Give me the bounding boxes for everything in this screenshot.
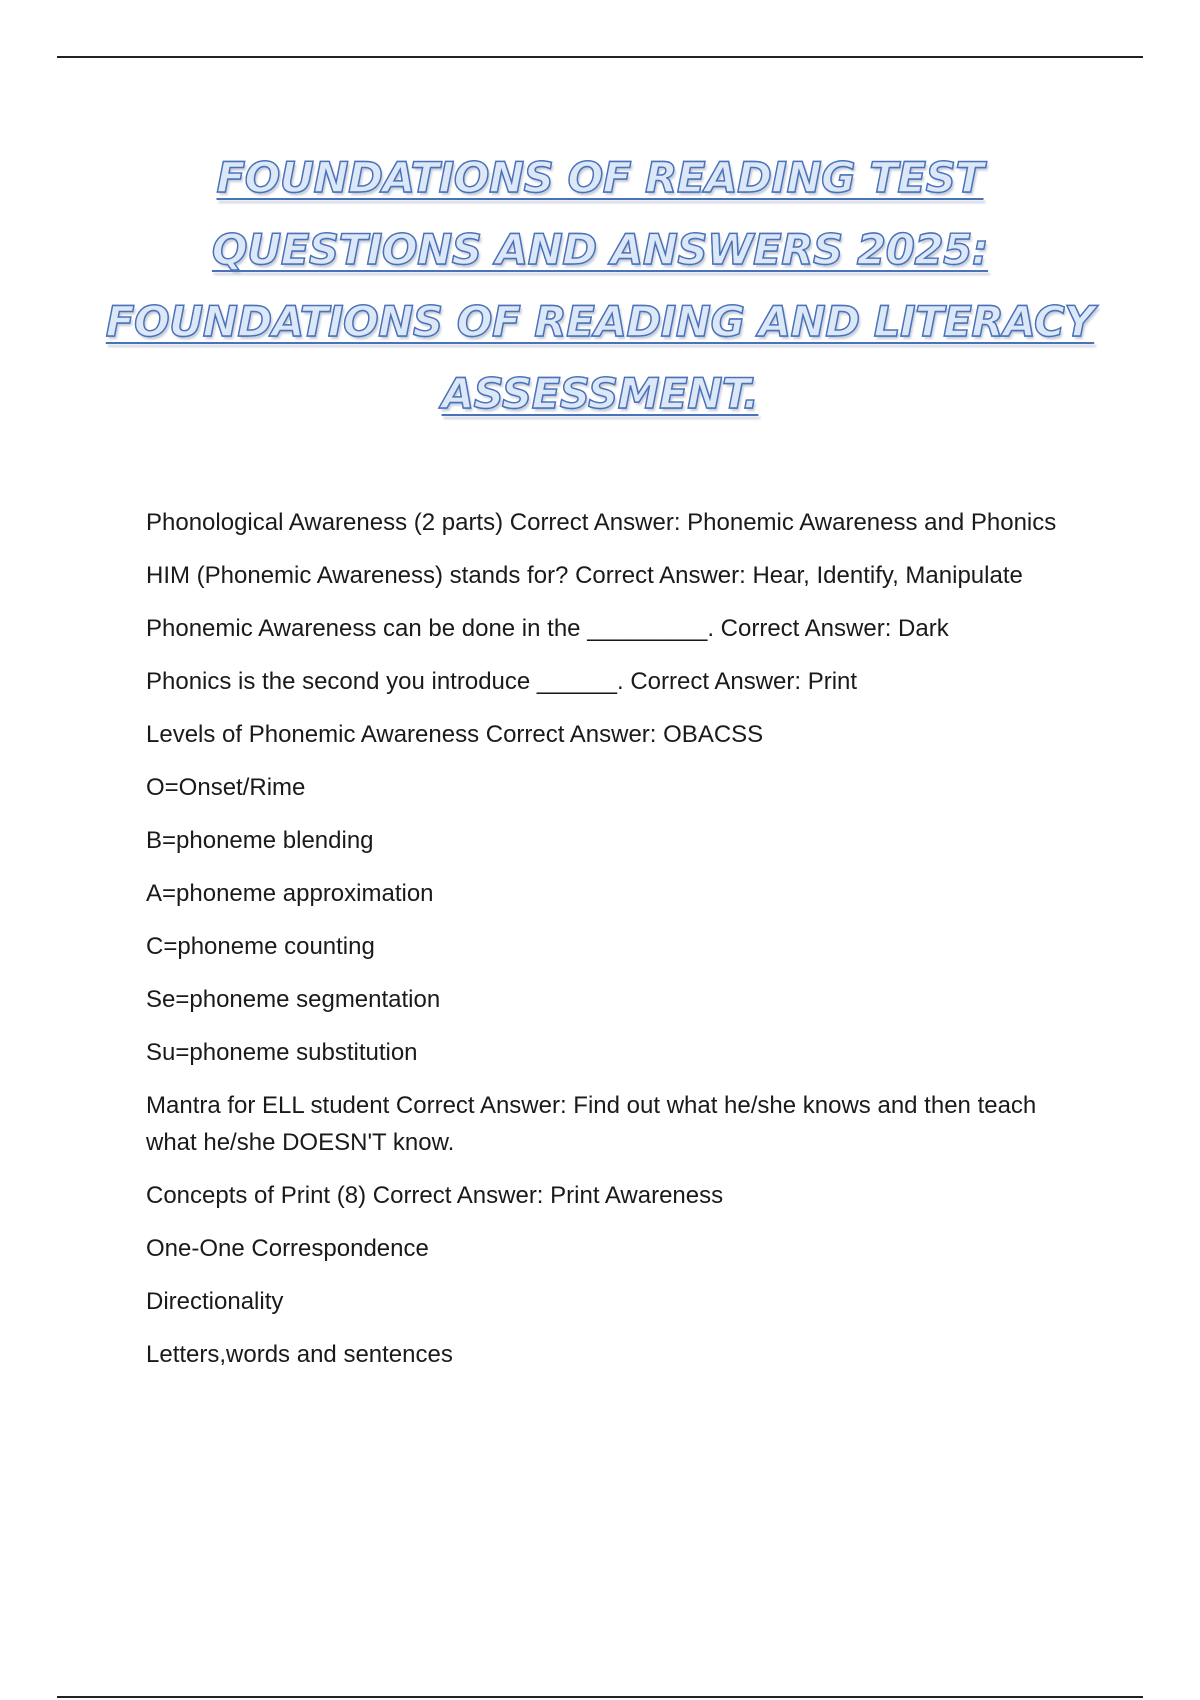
bottom-rule [57, 1696, 1143, 1698]
document-title: FOUNDATIONS OF READING TEST QUESTIONS AND ANSWERS 2025: FOUNDATIONS OF READING AND LITERACY ASSESSMENT. [105, 153, 1095, 418]
qa-line: B=phoneme blending [146, 827, 374, 854]
qa-line: A=phoneme approximation [146, 880, 434, 907]
qa-line: Su=phoneme substitution [146, 1039, 418, 1066]
qa-line: Letters,words and sentences [146, 1341, 453, 1368]
qa-line: HIM (Phonemic Awareness) stands for? Correct Answer: Hear, Identify, Manipulate [146, 562, 1023, 589]
qa-line: Phonics is the second you introduce ______. Correct Answer: Print [146, 668, 858, 695]
qa-list [146, 504, 1066, 1389]
qa-line: C=phoneme counting [146, 933, 375, 960]
qa-line: Phonological Awareness (2 parts) Correct Answer: Phonemic Awareness and Phonics [146, 509, 1057, 536]
qa-line: Se=phoneme segmentation [146, 986, 441, 1013]
qa-line: Levels of Phonemic Awareness Correct Answer: OBACSS [146, 721, 764, 748]
qa-line: O=Onset/Rime [146, 774, 306, 801]
qa-line: Directionality [146, 1288, 284, 1315]
qa-line: One-One Correspondence [146, 1235, 429, 1262]
qa-line: Mantra for ELL student Correct Answer: Find out what he/she knows and then teach what he/she DOESN'T know. [146, 1092, 1037, 1156]
qa-line: Concepts of Print (8) Correct Answer: Print Awareness [146, 1182, 724, 1209]
qa-line: Phonemic Awareness can be done in the _________. Correct Answer: Dark [146, 615, 949, 642]
top-rule [57, 56, 1143, 58]
